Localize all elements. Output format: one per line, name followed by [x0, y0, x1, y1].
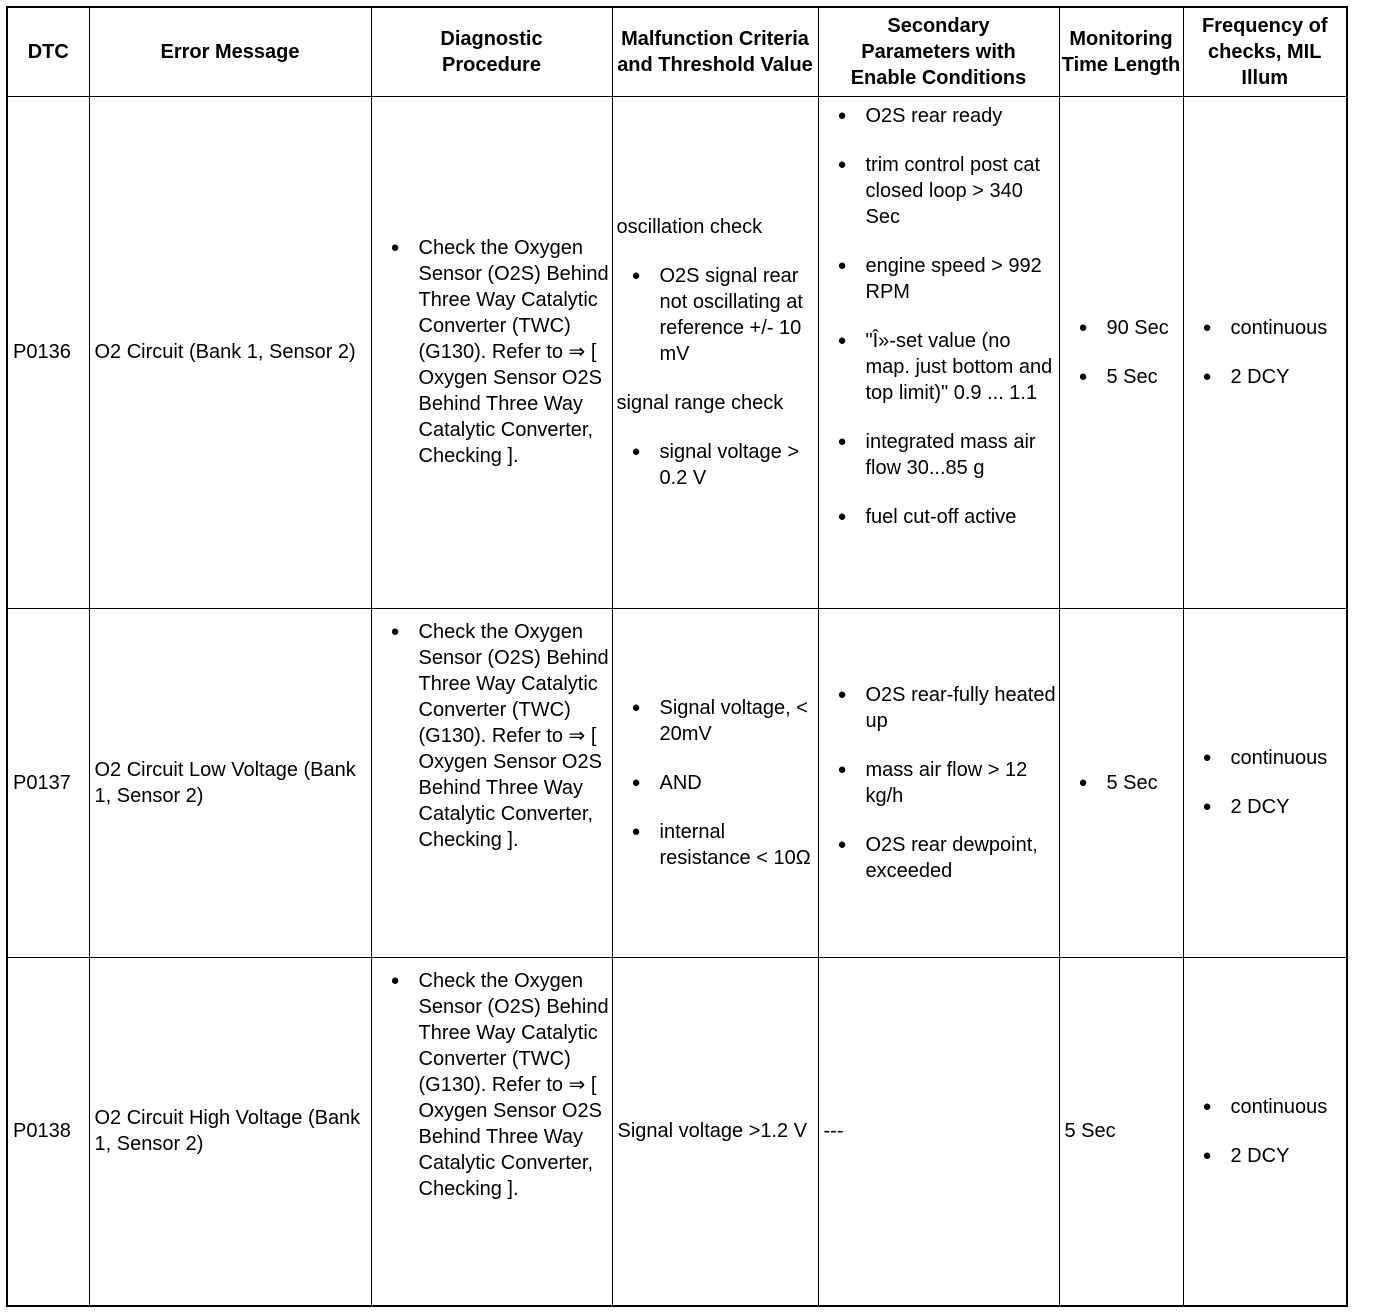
secondary-item: ● fuel cut-off active: [819, 504, 1059, 530]
diagnostic-procedure: [371, 957, 612, 1306]
monitoring-time: [1059, 96, 1183, 608]
secondary-item: ● integrated mass air flow 30...85 g: [819, 429, 1059, 481]
secondary-parameters: [818, 608, 1059, 957]
malfunction-criteria: [612, 96, 818, 608]
malfunction-criteria: Signal voltage >1.2 V: [612, 957, 818, 1306]
monitoring-time: 5 Sec: [1059, 957, 1183, 1306]
monitoring-item: ● 5 Sec: [1060, 770, 1183, 796]
malfunction-criteria: [612, 608, 818, 957]
secondary-item: ● mass air flow > 12 kg/h: [819, 757, 1059, 809]
secondary-parameters: ---: [818, 957, 1059, 1306]
table-row: [7, 608, 1347, 957]
criteria-item: ● signal voltage > 0.2 V: [613, 439, 818, 491]
frequency-item: ● 2 DCY: [1184, 794, 1347, 820]
frequency: [1183, 96, 1347, 608]
header-monitoring: Monitoring Time Length: [1059, 7, 1183, 96]
criteria-item: ● O2S signal rear not oscillating at reference +/- 10 mV: [613, 263, 818, 367]
frequency-item: ● continuous: [1184, 1094, 1347, 1120]
frequency-item: ● 2 DCY: [1184, 364, 1347, 390]
secondary-item: ● O2S rear dewpoint, exceeded: [819, 832, 1059, 884]
error-message: O2 Circuit High Voltage (Bank 1, Sensor 2): [89, 957, 371, 1306]
frequency: [1183, 957, 1347, 1306]
procedure-text: ● Check the Oxygen Sensor (O2S) Behind Three Way Catalytic Converter (TWC) (G130). Refer to ⇒ [ Oxygen Sensor O2S Behind Three Way Catalytic Converter, Checking ].: [372, 619, 612, 853]
dtc-table: [6, 6, 1348, 1307]
secondary-item: ● engine speed > 992 RPM: [819, 253, 1059, 305]
dtc-code: P0136: [7, 96, 89, 608]
dtc-code: P0138: [7, 957, 89, 1306]
dtc-code: P0137: [7, 608, 89, 957]
criteria-item: ● AND: [613, 770, 818, 796]
secondary-item: ● "Î»-set value (no map. just bottom and top limit)" 0.9 ... 1.1: [819, 328, 1059, 406]
table-row: [7, 957, 1347, 1306]
frequency-item: ● continuous: [1184, 745, 1347, 771]
error-message: O2 Circuit Low Voltage (Bank 1, Sensor 2): [89, 608, 371, 957]
check-title: signal range check: [616, 391, 784, 414]
diagnostic-procedure: [371, 96, 612, 608]
dtc-document: [6, 6, 1348, 1307]
criteria-item: ● internal resistance < 10Ω: [613, 819, 818, 871]
header-malfunction: Malfunction Criteria and Threshold Value: [612, 7, 818, 96]
procedure-text: ● Check the Oxygen Sensor (O2S) Behind Three Way Catalytic Converter (TWC) (G130). Refer to ⇒ [ Oxygen Sensor O2S Behind Three Way Catalytic Converter, Checking ].: [372, 968, 612, 1202]
monitoring-time: [1059, 608, 1183, 957]
header-dtc: DTC: [7, 7, 89, 96]
check-title: oscillation check: [616, 215, 763, 238]
header-secondary: Secondary Parameters with Enable Conditions: [818, 7, 1059, 96]
frequency: [1183, 608, 1347, 957]
secondary-parameters: [818, 96, 1059, 608]
frequency-item: ● continuous: [1184, 315, 1347, 341]
table-header-row: [7, 7, 1347, 96]
monitoring-item: ● 90 Sec: [1060, 315, 1183, 341]
header-frequency: Frequency of checks, MIL Illum: [1183, 7, 1347, 96]
diagnostic-procedure: [371, 608, 612, 957]
header-diagnostic-procedure: Diagnostic Procedure: [371, 7, 612, 96]
secondary-item: ● trim control post cat closed loop > 340 Sec: [819, 152, 1059, 230]
secondary-item: ● O2S rear ready: [819, 103, 1059, 129]
criteria-item: ● Signal voltage, < 20mV: [613, 695, 818, 747]
procedure-text: ● Check the Oxygen Sensor (O2S) Behind Three Way Catalytic Converter (TWC) (G130). Refer to ⇒ [ Oxygen Sensor O2S Behind Three Way Catalytic Converter, Checking ].: [372, 235, 612, 469]
monitoring-item: ● 5 Sec: [1060, 364, 1183, 390]
secondary-item: ● O2S rear-fully heated up: [819, 682, 1059, 734]
error-message: O2 Circuit (Bank 1, Sensor 2): [89, 96, 371, 608]
frequency-item: ● 2 DCY: [1184, 1143, 1347, 1169]
header-error-message: Error Message: [89, 7, 371, 96]
table-row: [7, 96, 1347, 608]
